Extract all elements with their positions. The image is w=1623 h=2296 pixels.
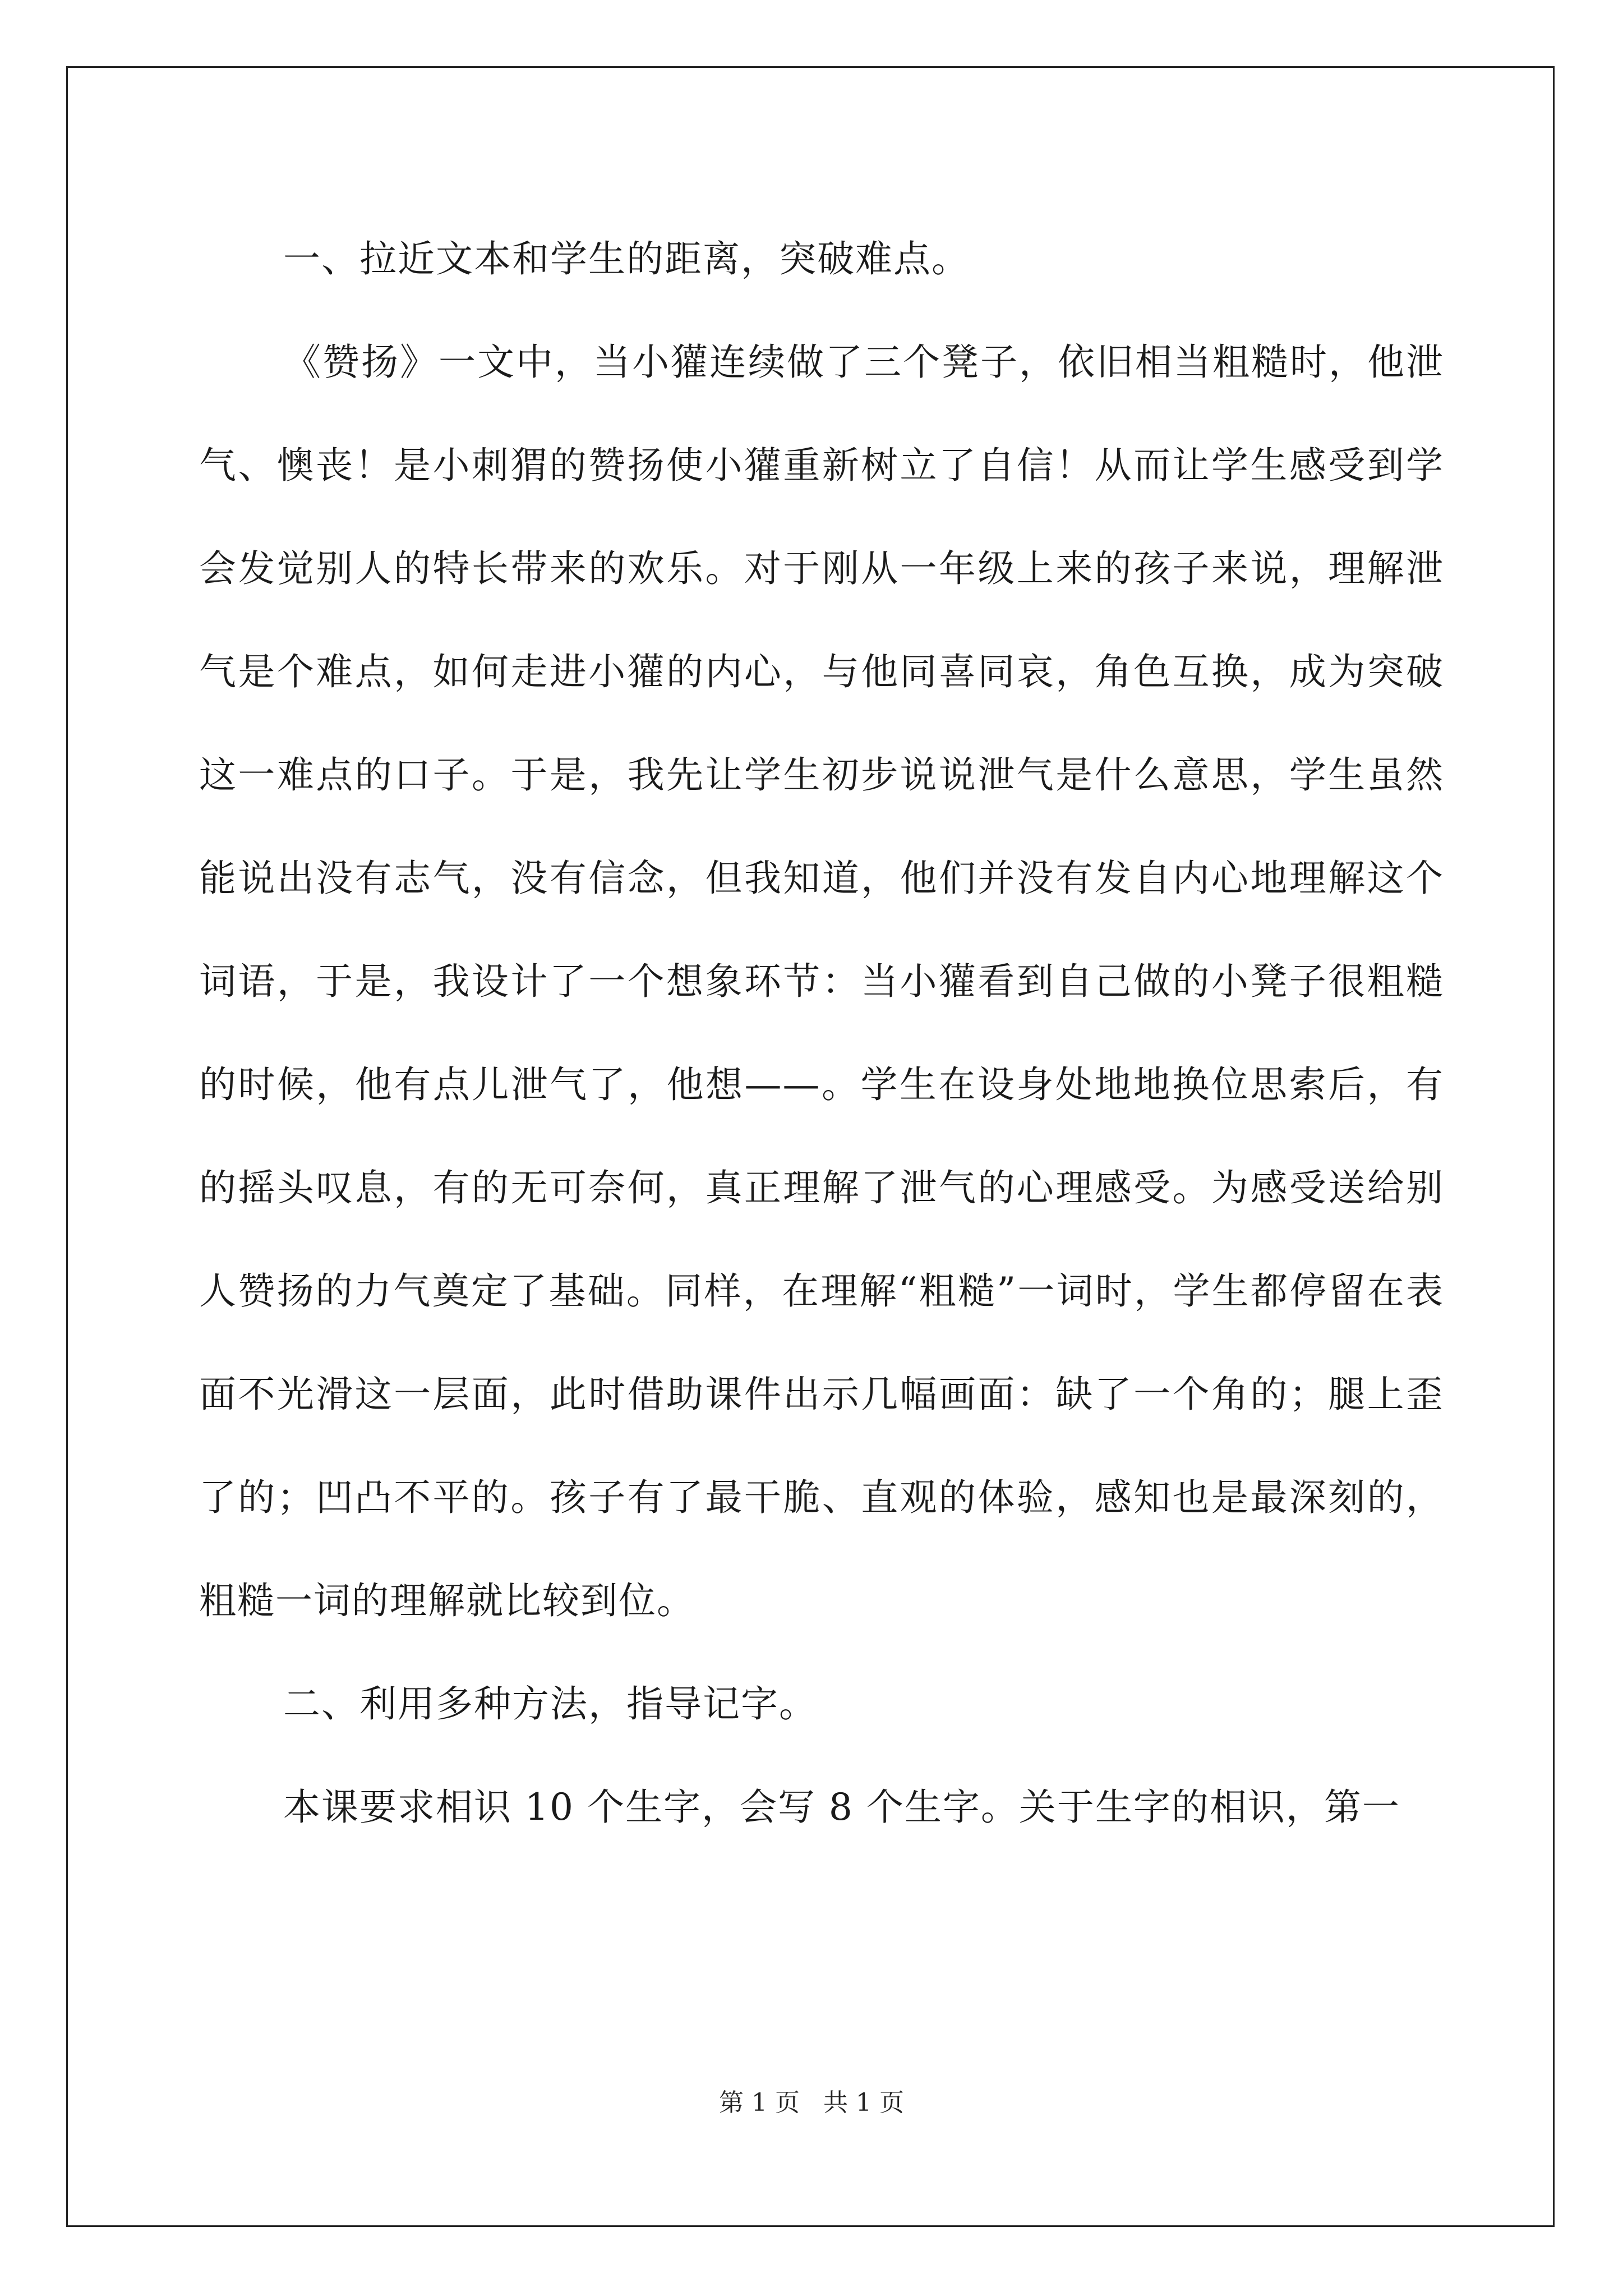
paragraph-heading-2 [199,1653,1444,1756]
document-body [199,208,1444,1859]
paragraph-body-2 [199,1756,1444,1859]
paragraph-text: 《赞扬》一文中，当小獾连续做了三个凳子，依旧相当粗糙时，他泄气、懊丧！是小刺猬的赞扬使小獾重新树立了自信！从而让学生感受到学会发觉别人的特长带来的欢乐。对于刚从一年级上来的孩子来说，理解泄气是个难点，如何走进小獾的内心，与他同喜同哀，角色互换，成为突破这一难点的口子。于是，我先让学生初步说说泄气是什么意思，学生虽然能说出没有志气，没有信念，但我知道，他们并没有发自内心地理解这个词语，于是，我设计了一个想象环节：当小獾看到自己做的小凳子很粗糙的时候，他有点儿泄气了，他想——。学生在设身处地地换位思索后，有的摇头叹息，有的无可奈何，真正理解了泄气的心理感受。为感受送给别人赞扬的力气奠定了基础。同样，在理解“粗糙”一词时，学生都停留在表面不光滑这一层面，此时借助课件出示几幅画面：缺了一个角的；腿上歪了的；凹凸不平的。孩子有了最干脆、直观的体验，感知也是最深刻的，粗糙一词的理解就比较到位。 [199,341,1444,1622]
paragraph-heading-1 [199,208,1444,311]
paragraph-text: 本课要求相识 10 个生字，会写 8 个生字。关于生字的相识，第一 [283,1786,1400,1829]
paragraph-text: 一、拉近文本和学生的距离，突破难点。 [283,237,970,280]
page-footer [0,2082,1623,2118]
page-total: 共 1 页 [823,2088,904,2117]
page-number: 第 1 页 [719,2088,800,2117]
paragraph-body-1 [199,311,1444,1653]
paragraph-text: 二、利用多种方法，指导记字。 [283,1682,817,1726]
